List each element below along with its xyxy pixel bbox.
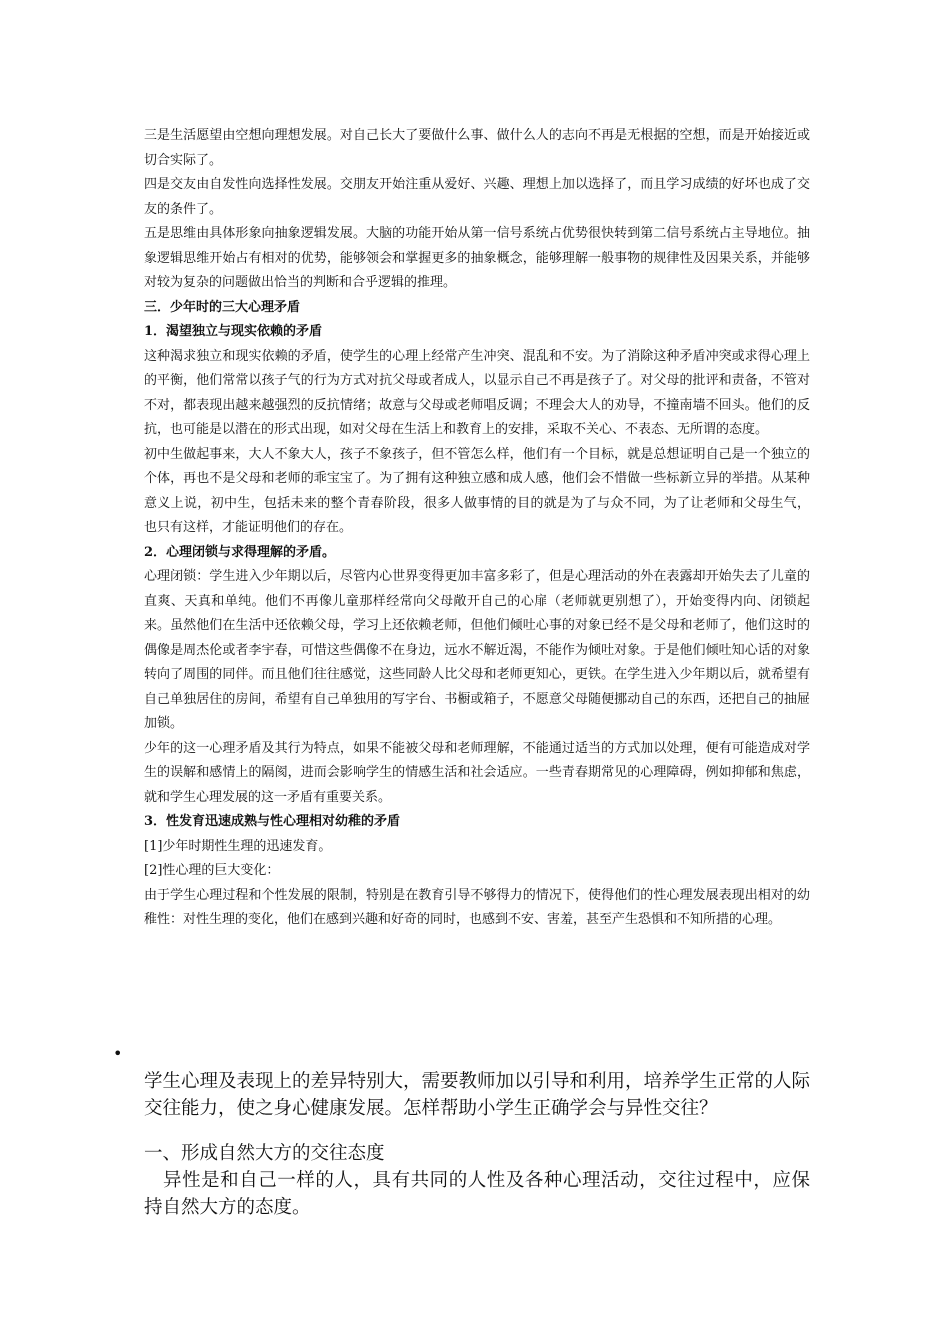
subheading-closure: 2．心理闭锁与求得理解的矛盾。 bbox=[144, 544, 336, 560]
paragraph-natural-attitude-text: 异性是和自己一样的人，具有共同的人性及各种心理活动，交往过程中，应保持自然大方的态度。 bbox=[144, 1170, 810, 1218]
paragraph-intro-question: 学生心理及表现上的差异特别大，需要教师加以引导和利用，培养学生正常的人际交往能力，使之身心健康发展。怎样帮助小学生正确学会与异性交往？ bbox=[144, 1071, 811, 1119]
paragraph-contradiction-effects: 少年的这一心理矛盾及其行为特点，如果不能被父母和老师理解，不能通过适当的方式加以处理，便有可能造成对学生的误解和感情上的隔阂，进而会影响学生的情感生活和社会适应。一些青春期常见的心理障碍，例如抑郁和焦虑， 就和学生心理发展的这一矛盾有重要关系。 bbox=[144, 740, 810, 805]
text-section-interaction bbox=[144, 1068, 810, 1221]
paragraph-independence-conflict: 这种渴求独立和现实依赖的矛盾，使学生的心理上经常产生冲突、混乱和不安。为了消除这种矛盾冲突或求得心理上的平衡，他们常常以孩子气的行为方式对抗父母或者成人，以显示自己不再是孩子了。对父母的批评和责备，不管对不对，都表现出越来越强烈的反抗情绪；故意与父母或老师唱反调；不理会大人的劝导，不撞南墙不回头。他们的反抗，也可能是以潜在的形式出现，如对父母在生活上和教育上的安排，采取不关心、不表态、无所谓的态度。 bbox=[144, 348, 810, 437]
list-item-psychology: [2]性心理的巨大变化： bbox=[144, 863, 280, 878]
paragraph-junior-high-behavior: 初中生做起事来，大人不象大人，孩子不象孩子，但不管怎么样，他们有一个目标，就是总想证明自己是一个独立的个体，再也不是父母和老师的乖宝宝了。为了拥有这种独立感和成人感，他们会不惜做一些标新立异的举措。从某种意义上说，初中生，包括未来的整个青春阶段，很多人做事情的目的就是为了与众不同，为了让老师和父母生气， 也只有这样，才能证明他们的存在。 bbox=[144, 446, 810, 535]
paragraph-aspiration: 三是生活愿望由空想向理想发展。对自己长大了要做什么事、做什么人的志向不再是无根据的空想，而是开始接近或切合实际了。 bbox=[144, 128, 810, 168]
paragraph-thinking: 五是思维由具体形象向抽象逻辑发展。大脑的功能开始从第一信号系统占优势很快转到第二信号系统占主导地位。抽象逻辑思维开始占有相对的优势，能够领会和掌握更多的抽象概念，能够理解一般事物的规律性及因果关系，并能够对较为复杂的问题做出恰当的判断和合乎逻辑的推理。 bbox=[144, 226, 810, 290]
subheading-independence: 1．渴望独立与现实依赖的矛盾 bbox=[144, 324, 323, 339]
paragraph-friendship: 四是交友由自发性向选择性发展。交朋友开始注重从爱好、兴趣、理想上加以选择了，而且学习成绩的好坏也成了交友的条件了。 bbox=[144, 177, 810, 217]
paragraph-immaturity: 由于学生心理过程和个性发展的限制，特别是在教育引导不够得力的情况下，使得他们的性心理发展表现出相对的幼稚性：对性生理的变化，他们在感到兴趣和好奇的同时，也感到不安、害羞，甚至产生恐惧和不知所措的心理。 bbox=[144, 887, 810, 927]
paragraph-natural-attitude bbox=[144, 1167, 810, 1221]
section-heading-three-contradictions: 三．少年时的三大心理矛盾 bbox=[144, 299, 301, 315]
subheading-sexual-development: 3．性发育迅速成熟与性心理相对幼稚的矛盾 bbox=[144, 814, 401, 829]
paragraph-gap bbox=[144, 1122, 810, 1140]
paragraph-psychological-closure: 心理闭锁：学生进入少年期以后，尽管内心世界变得更加丰富多彩了，但是心理活动的外在表露却开始失去了儿童的直爽、天真和单纯。他们不再像儿童那样经常向父母敞开自己的心扉（老师就更别想了），开始变得内向、闭锁起来。虽然他们在生活中还依赖父母，学习上还依赖老师，但他们倾吐心事的对象已经不是父母和老师了，他们这时的偶像是周杰伦或者李宇春，可惜这些偶像不在身边，远水不解近渴，不能作为倾吐对象。于是他们倾吐知心话的对象转向了周围的同伴。而且他们往往感觉，这些同龄人比父母和老师更知心，更铁。在学生进入少年期以后，就希望有自己单独居住的房间，希望有自己单独用的写字台、书橱或箱子，不愿意父母随便挪动自己的东西，还把自己的抽屉加锁。 bbox=[144, 569, 810, 731]
heading-natural-attitude: 一、形成自然大方的交往态度 bbox=[144, 1143, 385, 1164]
text-section-psychology bbox=[144, 124, 810, 933]
list-item-physiology: [1]少年时期性生理的迅速发育。 bbox=[144, 838, 332, 854]
bullet-marker: • bbox=[113, 1044, 123, 1063]
